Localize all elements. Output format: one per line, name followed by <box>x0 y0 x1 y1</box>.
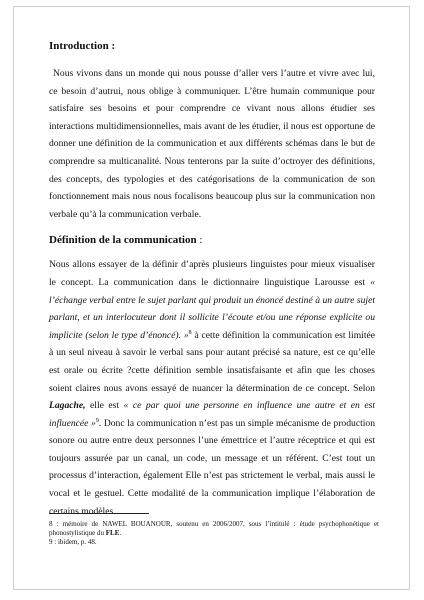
definition-text-4: . Donc la communication n’est pas un simple mécanisme de production sonore ou autre entre deux personnes l’une émettrice et l’autre réceptrice et qui est toujours assurée par un canal, un code, un message et un référent. C’est tout un processus d’interaction, également Elle n’est pas strictement le verbal, mais aussi le vocal et le gestuel. Cette modalité de la communication implique l’élaboration de certains modèles. <box>49 417 375 517</box>
footnote-rule <box>49 513 149 514</box>
definition-text-3: elle est <box>85 400 124 412</box>
footnote-ref-8: 8 <box>188 329 192 336</box>
footnote-8-text: 8 : mémoire de NAWEL BOUANOUR, soutenu en 2006/2007, sous l’intitulé : étude psychophonétique et phonostylistique du <box>49 520 379 537</box>
definition-heading <box>49 233 375 248</box>
introduction-heading: Introduction : <box>49 40 116 52</box>
footnote-8-bold: FLE <box>105 529 120 537</box>
author-name: Lagache, <box>49 400 86 412</box>
lagache-quote: « ce par quoi une personne en influence une autre et en est influencée » <box>49 400 375 429</box>
footnote-8 <box>49 520 379 538</box>
footnote-8-end: . <box>119 529 122 537</box>
page-content <box>49 39 375 520</box>
footnote-ref-9: 9 <box>95 417 99 424</box>
definition-paragraph <box>49 256 375 520</box>
definition-text-1: Nous allons essayer de la définir d’après plusieurs linguistes pour mieux visualiser le concept. La communication dans le dictionnaire linguistique Larousse est <box>49 259 375 288</box>
definition-heading-colon: : <box>196 234 203 247</box>
introduction-paragraph: Nous vivons dans un monde qui nous pousse d’aller vers l’autre et vivre avec lui, ce besoin d’autrui, nous oblige à communiquer. L’être humain communique pour satisfaire ses besoins et pour comprendre ce vivant nous allons étudier ses interactions multidimensionnelles, mais avant de les étudier, il nous est opportune de donner une définition de la communication et aux différents schémas dans le but de comprendre sa multicanalité. Nous tenterons par la suite d’octroyer des définitions, des concepts, des typologies et des catégorisations de la communication de son fonctionnement mais nous nous focalisons beaucoup plus sur la communication non verbale qu’à la communication verbale. <box>49 68 375 220</box>
footnote-9: 9 : ibidem, p. 48. <box>49 538 97 546</box>
definition-text-2: à cette définition la communication est limitée à un seul niveau à savoir le verbal sans pour autant précisé sa nature, est ce qu’elle est orale ou écrite ?cette définition semble insatisfaisante et afin que les choses soient claires nous avons essayé de nuancer la détermination de ce concept. Selon <box>49 329 375 394</box>
footnotes <box>49 513 379 547</box>
definition-heading-text: Définition de la communication <box>49 234 197 247</box>
larousse-quote: « l’échange verbal entre le sujet parlant qui produit un énoncé destiné à un autre sujet parlant, et un interlocuteur dont il sollicite l’écoute et/ou une réponse explicite ou implicite (selon le type d’énoncé). » <box>49 276 375 341</box>
